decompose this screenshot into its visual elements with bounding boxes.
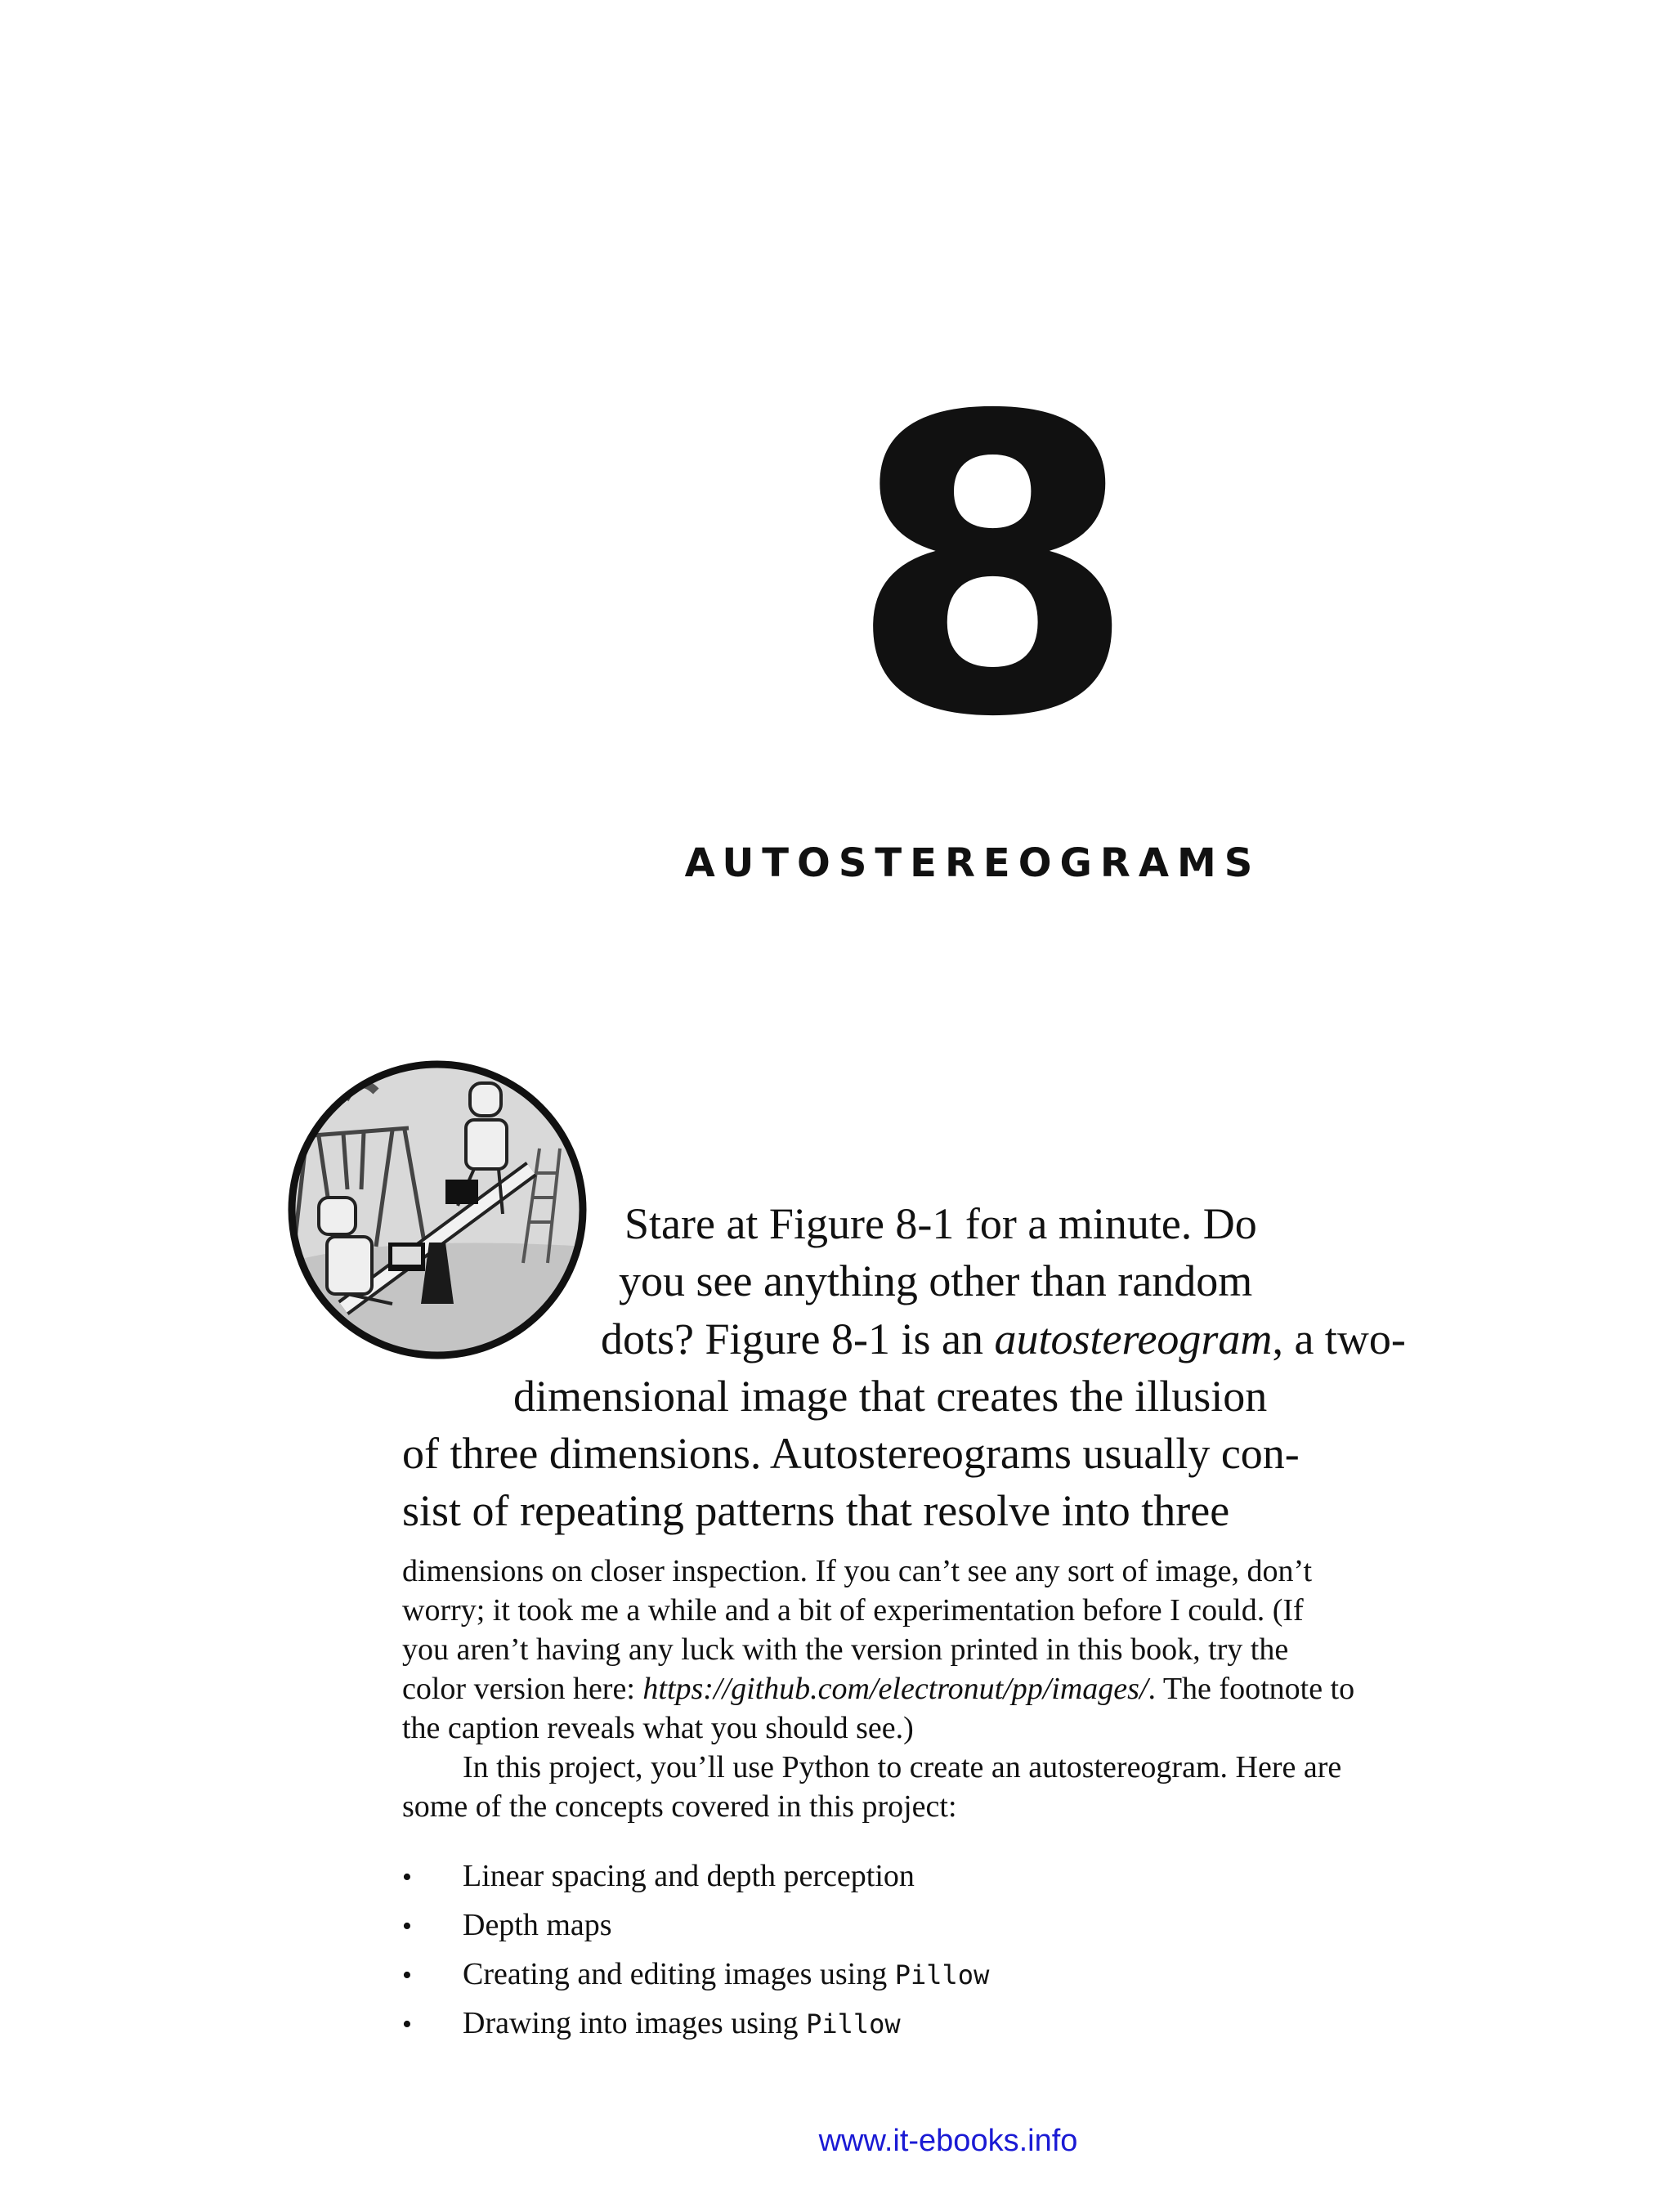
body-line: In this project, you’ll use Python to create an autostereogram. Here are	[463, 1750, 1342, 1784]
body-paragraph-2	[402, 1748, 1497, 1826]
list-item-text: Creating and editing images using	[463, 1957, 895, 1991]
body-line: dimensions on closer inspection. If you can’t see any sort of image, don’t	[402, 1554, 1313, 1588]
intro-text: , a two-	[1272, 1314, 1406, 1363]
intro-line-2: you see anything other than random	[619, 1256, 1253, 1305]
body-line: you aren’t having any luck with the version printed in this book, try the	[402, 1632, 1289, 1667]
intro-line-4: dimensional image that creates the illusion	[513, 1372, 1268, 1421]
list-item-text: Linear spacing and depth perception	[463, 1859, 915, 1893]
list-item	[402, 1950, 989, 1999]
chapter-number: 8	[848, 330, 1138, 806]
intro-term-autostereogram: autostereogram	[994, 1314, 1273, 1363]
bullet-icon: •	[402, 1911, 412, 1941]
body-line: the caption reveals what you should see.)	[402, 1711, 914, 1745]
body-line: some of the concepts covered in this project:	[402, 1789, 957, 1824]
intro-line-1: Stare at Figure 8-1 for a minute. Do	[624, 1199, 1257, 1248]
intro-line-3	[601, 1310, 1406, 1368]
footer-link[interactable]: www.it-ebooks.info	[818, 2124, 1078, 2158]
body-line: worry; it took me a while and a bit of experimentation before I could. (If	[402, 1593, 1304, 1628]
list-item	[402, 1999, 989, 2048]
intro-text: dots? Figure 8-1 is an	[601, 1314, 995, 1363]
body-text: . The footnote to	[1148, 1672, 1355, 1706]
intro-line-5: of three dimensions. Autostereograms usually con-	[402, 1429, 1300, 1478]
list-item-text: Drawing into images using	[463, 2006, 807, 2040]
concepts-list	[402, 1852, 989, 2048]
code-pillow: Pillow	[894, 1959, 990, 1990]
code-pillow: Pillow	[806, 2008, 901, 2040]
bullet-icon: •	[402, 1960, 412, 1990]
bullet-icon: •	[402, 2009, 412, 2040]
intro-line-6: sist of repeating patterns that resolve into three	[402, 1486, 1230, 1535]
body-text: color version here:	[402, 1672, 643, 1706]
github-url: https://github.com/electronut/pp/images/	[642, 1672, 1148, 1706]
body-line	[402, 1669, 1497, 1708]
list-item	[402, 1901, 989, 1950]
list-item-text: Depth maps	[463, 1908, 612, 1942]
chapter-title: AUTOSTEREOGRAMS	[684, 840, 1261, 886]
bullet-icon: •	[402, 1862, 412, 1892]
list-item	[402, 1852, 989, 1901]
robots-seesaw-illustration	[286, 1059, 589, 1361]
body-paragraph-1	[402, 1552, 1497, 1748]
